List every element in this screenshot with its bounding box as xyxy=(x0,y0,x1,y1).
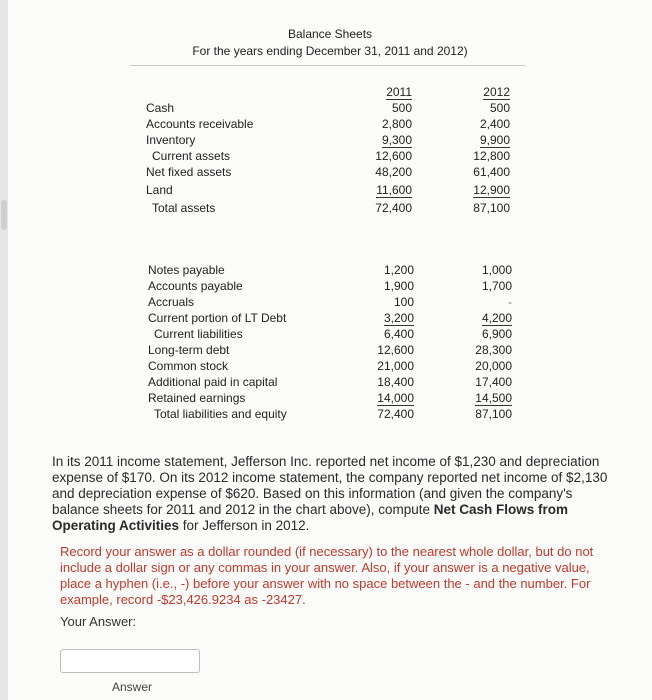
row-label: Notes payable xyxy=(148,263,225,277)
row-label: Land xyxy=(146,183,173,197)
row-label: Accruals xyxy=(148,295,195,309)
value-2011: 12,600 xyxy=(375,149,412,163)
row-label: Net fixed assets xyxy=(146,165,232,179)
year-header-row xyxy=(146,84,510,100)
row-label: Common stock xyxy=(148,359,229,373)
table-row xyxy=(148,310,512,326)
left-scrollbar[interactable] xyxy=(0,0,8,700)
value-2011: 3,200 xyxy=(383,311,414,325)
question-part1: In its 2011 income statement, Jefferson Inc. reported net income of $1,230 and depreciation expense of $170. On its 2012 income statement, the company reported net income of $2,130 and depreciation expense of $620. Based on this information (and given the company's balance sheets for 2011 and 2012 in the chart above), compute xyxy=(52,454,608,517)
table-row xyxy=(148,262,512,278)
value-2012: 61,400 xyxy=(473,165,510,179)
value-2011: 6,400 xyxy=(383,327,414,341)
table-row xyxy=(148,374,512,390)
liabilities-table xyxy=(148,262,512,422)
year-2011-header: 2011 xyxy=(386,85,412,99)
value-2011: 21,000 xyxy=(377,359,414,373)
assets-table xyxy=(146,84,510,216)
table-row xyxy=(146,200,510,216)
year-2012-header: 2012 xyxy=(483,85,510,99)
row-label: Retained earnings xyxy=(148,391,246,405)
value-2012: 17,400 xyxy=(475,375,512,389)
answer-button[interactable]: Answer xyxy=(112,680,153,694)
row-label: Additional paid in capital xyxy=(148,375,278,389)
answer-instructions: Record your answer as a dollar rounded (if necessary) to the nearest whole dollar, but do not include a dollar sign or any commas in your answer. Also, if your answer is a negative value, place a hyphen (i.e., -) before your answer with no space between the - and the number. For example, record -$23,426.9234 as -23427. xyxy=(60,544,594,607)
row-label: Long-term debt xyxy=(148,343,230,357)
value-2011: 12,600 xyxy=(377,343,414,357)
value-2011: 1,900 xyxy=(383,279,414,293)
table-row xyxy=(146,180,510,200)
value-2011: 14,000 xyxy=(377,391,414,405)
row-label: Inventory xyxy=(146,133,196,147)
question-part2: for Jefferson in 2012. xyxy=(179,518,310,533)
your-answer-label: Your Answer: xyxy=(60,614,137,629)
value-2012: 1,700 xyxy=(481,279,512,293)
value-2012: 4,200 xyxy=(481,311,512,325)
table-row xyxy=(148,294,512,310)
value-2011: 500 xyxy=(391,101,412,115)
scrollbar-thumb[interactable] xyxy=(1,200,7,230)
value-2011: 2,800 xyxy=(381,117,412,131)
table-row xyxy=(148,358,512,374)
table-row xyxy=(148,278,512,294)
value-2011: 48,200 xyxy=(375,165,412,179)
table-row xyxy=(148,390,512,406)
answer-input[interactable] xyxy=(60,649,200,673)
table-row xyxy=(148,406,512,422)
value-2012: 14,500 xyxy=(475,391,512,405)
value-2012: 28,300 xyxy=(475,343,512,357)
value-2012: 87,100 xyxy=(475,407,512,421)
value-2011: 100 xyxy=(393,295,414,309)
value-2012: 20,000 xyxy=(475,359,512,373)
question-text xyxy=(52,454,612,534)
table-row xyxy=(146,100,510,116)
value-2011: 72,400 xyxy=(377,407,414,421)
question-bold: Net Cash Flows from Operating Activities xyxy=(52,502,569,533)
value-2011: 9,300 xyxy=(381,133,412,147)
value-2012: 1,000 xyxy=(481,263,512,277)
row-label: Cash xyxy=(146,101,175,115)
value-2011: 18,400 xyxy=(377,375,414,389)
table-row xyxy=(146,116,510,132)
header-divider xyxy=(130,65,525,66)
table-row xyxy=(148,342,512,358)
value-2011: 11,600 xyxy=(376,183,412,197)
table-row xyxy=(146,132,510,148)
value-2012: - xyxy=(508,295,512,309)
row-label: Current assets xyxy=(152,149,231,163)
balance-sheet-title: Balance Sheets xyxy=(287,27,373,41)
table-row xyxy=(146,164,510,180)
value-2012: 6,900 xyxy=(481,327,512,341)
value-2012: 500 xyxy=(489,101,510,115)
value-2012: 9,900 xyxy=(479,133,510,147)
row-label: Accounts payable xyxy=(148,279,243,293)
value-2012: 12,800 xyxy=(473,149,510,163)
balance-sheet-header xyxy=(130,26,530,60)
value-2012: 87,100 xyxy=(473,201,510,215)
value-2011: 1,200 xyxy=(383,263,414,277)
row-label: Total liabilities and equity xyxy=(154,407,287,421)
table-row xyxy=(148,326,512,342)
value-2012: 12,900 xyxy=(473,183,510,197)
row-label: Accounts receivable xyxy=(146,117,254,131)
row-label: Current liabilities xyxy=(154,327,243,341)
balance-sheet-subtitle: For the years ending December 31, 2011 and 2012) xyxy=(192,44,468,58)
value-2011: 72,400 xyxy=(375,201,412,215)
table-row xyxy=(146,148,510,164)
value-2012: 2,400 xyxy=(479,117,510,131)
row-label: Total assets xyxy=(152,201,216,215)
row-label: Current portion of LT Debt xyxy=(148,311,287,325)
